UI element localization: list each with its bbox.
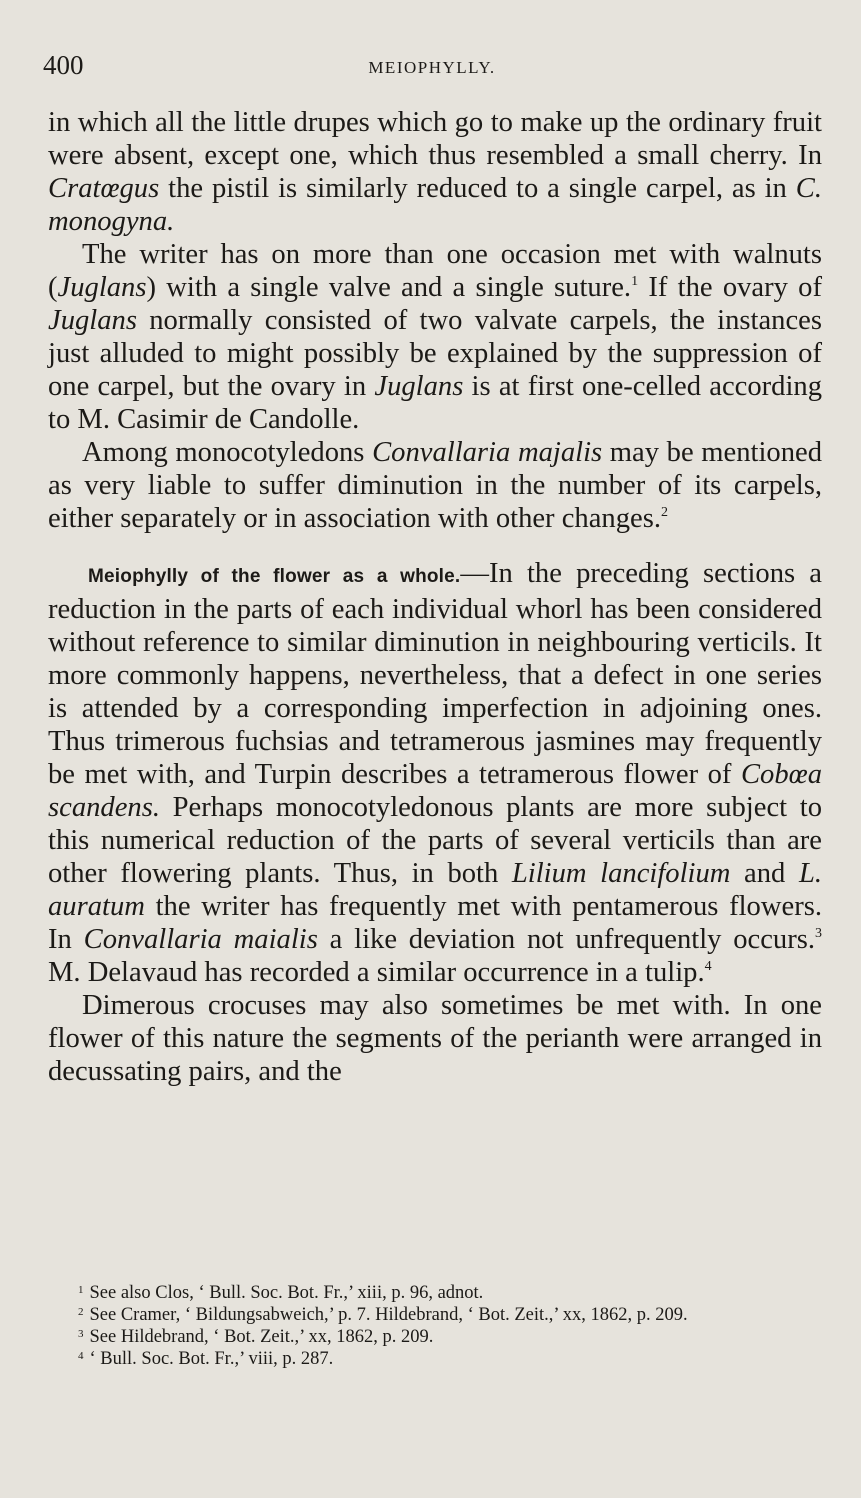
footnote-ref-3[interactable]: 3 (815, 926, 823, 941)
species-name: Convallaria maialis (83, 924, 318, 955)
footnote-mark: 4 (78, 1350, 84, 1362)
species-name: Cobœa scandens. (48, 759, 822, 823)
footnote-ref-2[interactable]: 2 (660, 505, 668, 520)
page-header (43, 50, 821, 86)
footnotes (48, 1282, 826, 1370)
species-name: L. auratum (48, 858, 822, 922)
species-name: Juglans (374, 371, 464, 402)
section-heading: Meiophylly of the flower as a whole. (88, 566, 461, 587)
species-name: Cratœgus (48, 173, 160, 204)
footnote-mark: 2 (78, 1306, 84, 1318)
footnote-ref-1[interactable]: 1 (631, 274, 639, 289)
species-name: C. monogyna. (48, 173, 822, 237)
footnote: $^2$ See Cramer, ‘ Bildungsabweich,’ p. 7. Hildebrand, ‘ Bot. Zeit.,’ xx, 1862, p. 209. (78, 1305, 688, 1325)
footnote: $^4$ ‘ Bull. Soc. Bot. Fr.,’ viii, p. 287. (78, 1349, 334, 1369)
footnote: $^3$ See Hildebrand, ‘ Bot. Zeit.,’ xx, 1862, p. 209. (78, 1327, 434, 1347)
species-name: Convallaria majalis (372, 437, 603, 468)
paragraph-1: in which all the little drupes which go to make up the ordinary fruit were absent, except one, which thus resembled a small cherry. In Cratœgus the pistil is similarly reduced to a single carpel, as in C. monogyna. (48, 107, 822, 237)
footnote-mark: 1 (78, 1284, 84, 1296)
footnote-mark: 3 (78, 1328, 84, 1340)
footnote-ref-4[interactable]: 4 (704, 959, 712, 974)
paragraph-3: Among monocotyledons Convallaria majalis may be mentioned as very liable to suffer diminution in the number of its carpels, either separately or in association with other changes.$^2$ (48, 437, 823, 534)
running-title: MEIOPHYLLY. (368, 58, 496, 77)
species-name: Lilium lancifolium (511, 858, 731, 889)
page-number: 400 (43, 50, 84, 80)
footnote: $^1$ See also Clos, ‘ Bull. Soc. Bot. Fr.,’ xiii, p. 96, adnot. (78, 1283, 484, 1303)
body-text (48, 106, 822, 1088)
paragraph-4: Meiophylly of the flower as a whole.—In the preceding sections a reduction in the parts of each individual whorl has been considered without reference to similar diminution in neighbouring verticils. It more commonly happens, nevertheless, that a defect in one series is attended by a corresponding imperfection in adjoining ones. Thus trimerous fuchsias and tetramerous jasmines may frequently be met with, and Turpin describes a tetramerous flower of Cobœa scandens. Perhaps monocotyledonous plants are more subject to this numerical reduction of the parts of several verticils than are other flowering plants. Thus, in both Lilium lancifolium and L. auratum the writer has frequently met with pentamerous flowers. In Convallaria maialis a like deviation not unfrequently occurs.$^3$ M. Delavaud has recorded a similar occurrence in a tulip.$^4$ (48, 558, 823, 988)
species-name: Juglans (57, 272, 147, 303)
paragraph-2: The writer has on more than one occasion met with walnuts (Juglans) with a single valve and a single suture.$^1$ If the ovary of Juglans normally consisted of two valvate carpels, the instances just alluded to might possibly be explained by the suppression of one carpel, but the ovary in Juglans is at first one-celled according to M. Casimir de Candolle. (48, 239, 823, 435)
paragraph-5: Dimerous crocuses may also sometimes be met with. In one flower of this nature the segments of the perianth were arranged in decussating pairs, and the (48, 990, 822, 1087)
species-name: Juglans (48, 305, 137, 336)
